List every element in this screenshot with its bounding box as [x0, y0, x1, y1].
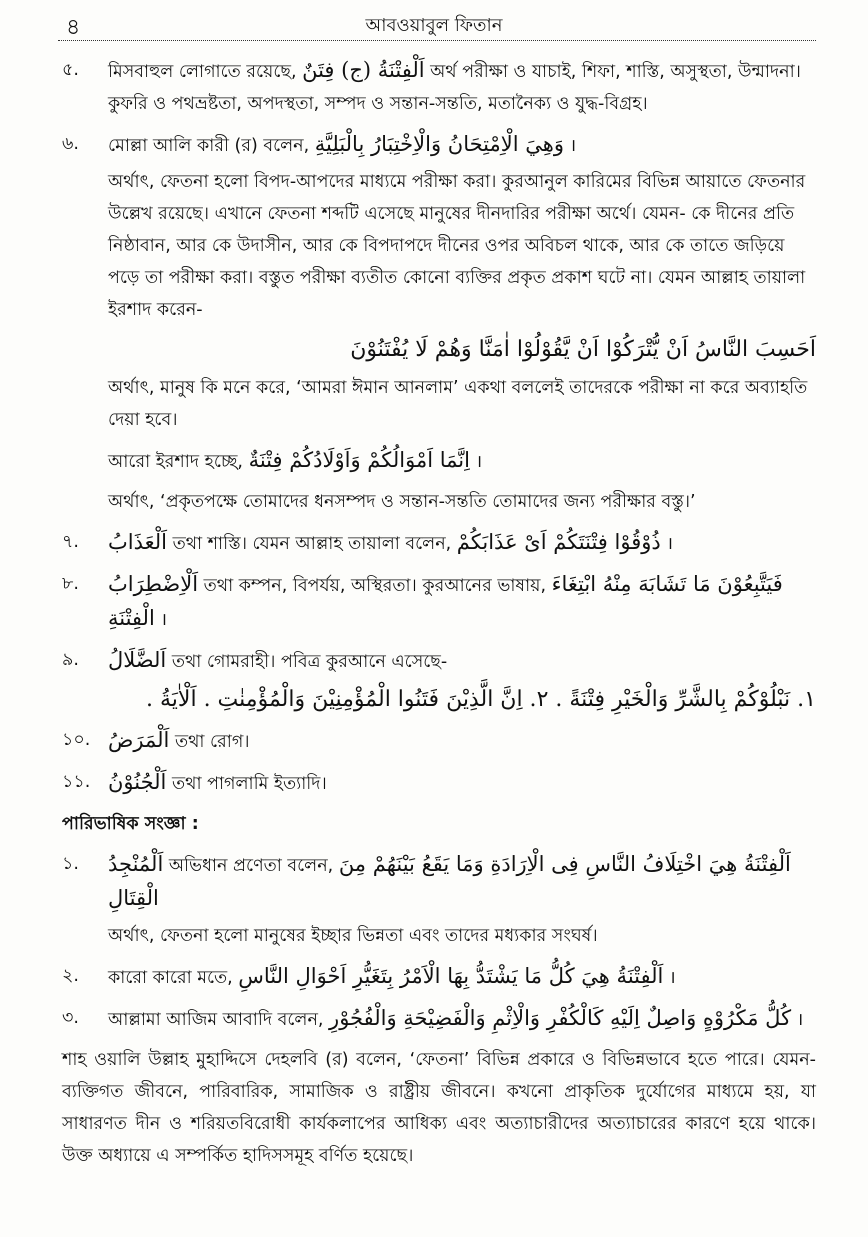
page-header [0, 0, 868, 44]
item-text: মোল্লা আলি কারী (র) বলেন, [108, 136, 310, 156]
definition-1 [62, 848, 816, 952]
item-text: । [668, 968, 676, 988]
item-number: ১০. [62, 730, 91, 750]
item-number: ৭. [62, 532, 79, 552]
item-number: ১. [62, 854, 79, 874]
item-number: ৮. [62, 574, 79, 594]
paragraph-text: আরো ইরশাদ হচ্ছে, [108, 452, 243, 472]
arabic-quote: كُلُّ مَكْرُوْهٍ وَاصِلٌ اِلَيْهِ كَالْكُفْرِ وَالْاِثْمِ وَالْفَضِيْحَةِ وَالْفُجُوْرِ [329, 1006, 792, 1030]
arabic-quote: اَلْفِتْنَةُ هِيَ اخْتِلَافُ النَّاسِ فِى الْاِرَادَةِ وَمَا يَقَعُ بَيْنَهُمْ مِنَ الْقِتَالِ [108, 852, 791, 910]
item-text: মিসবাহুল লোগাতে রয়েছে, [108, 62, 297, 82]
definition-2 [62, 960, 816, 994]
arabic-term: اَلْمُنْجِدُ [108, 852, 164, 876]
arabic-term: اَلْعَذَابُ [108, 530, 167, 554]
quran-verse: ذُوْقُوْا فِتْنَتَكُمْ اَىْ عَذَابَكُمْ [456, 530, 661, 554]
arabic-term: اَلْمَرَضُ [108, 728, 170, 752]
item-text: তথা কম্পন, বিপর্যয়, অস্থিরতা। কুরআনের ভাষায়, [203, 576, 547, 596]
item-5 [62, 54, 816, 120]
item-text: । [569, 136, 577, 156]
quran-verse: اِنَّمَا اَمْوَالُكُمْ وَاَوْلَادُكُمْ فِتْنَةٌ [248, 448, 470, 472]
item-6 [62, 128, 816, 518]
item-text: অর্থ পরীক্ষা ও যাচাই, শিফা, শাস্তি, অসুস্থতা, উন্মাদনা। কুফরি ও পথভ্রষ্টতা, অপদস্থতা, সম্পদ ও সন্তান-সন্ততি, মতানৈক্য ও যুদ্ধ-বিগ্রহ। [108, 62, 801, 114]
arabic-quote: وَهِيَ الْاِمْتِحَانُ وَالْاِخْتِبَارُ بِالْبَلِيَّةِ [314, 132, 564, 156]
item-text: আল্লামা আজিম আবাদি বলেন, [108, 1010, 324, 1030]
arabic-term: اَلْفِتْنَةُ (ج) فِتَنٌ [302, 58, 425, 82]
item-number: ১১. [62, 772, 91, 792]
header-rule [58, 40, 816, 41]
item-number: ৬. [62, 134, 79, 154]
arabic-quote: اَلْفِتْنَةُ هِيَ كُلُّ مَا يَشْتَدُّ بِهَا الْاَمْرُ بِتَغَيُّرِ اَحْوَالِ النَّاسِ [238, 964, 664, 988]
arabic-term: اَلْجُنُوْنُ [108, 770, 167, 794]
item-text: তথা রোগ। [174, 732, 250, 752]
running-title: আবওয়াবুল ফিতান [365, 15, 503, 36]
item-text: তথা শাস্তি। যেমন আল্লাহ তায়ালা বলেন, [172, 534, 452, 554]
item-number: ৫. [62, 60, 79, 80]
paragraph: অর্থাৎ, ফেতনা হলো মানুষের ইচ্ছার ভিন্নতা এবং তাদের মধ্যকার সংঘর্ষ। [108, 926, 598, 946]
arabic-term: اَلضَّلَالُ [108, 648, 167, 672]
paragraph [108, 444, 816, 478]
item-9 [62, 644, 816, 716]
item-10 [62, 724, 816, 758]
paragraph-text: । [475, 452, 483, 472]
item-text: । [160, 610, 168, 630]
item-8 [62, 568, 816, 636]
paragraph: অর্থাৎ, ‘প্রকৃতপক্ষে তোমাদের ধনসম্পদ ও সন্তান-সন্ততি তোমাদের জন্য পরীক্ষার বস্তু।’ [108, 492, 696, 512]
quran-verse: فَيَتَّبِعُوْنَ مَا تَشَابَهَ مِنْهُ ابْتِغَاءَ الْفِتْنَةِ [108, 572, 783, 630]
page-number: ৪ [66, 15, 81, 40]
item-number: ২. [62, 966, 79, 986]
item-text: কারো কারো মতে, [108, 968, 233, 988]
quran-verse: اَحَسِبَ النَّاسُ اَنْ يُّتْرَكُوْا اَنْ يَّقُوْلُوْا اٰمَنَّا وَهُمْ لَا يُفْتَنُوْنَ [350, 337, 816, 362]
item-number: ৯. [62, 650, 79, 670]
item-7 [62, 526, 816, 560]
paragraph: অর্থাৎ, মানুষ কি মনে করে, ‘আমরা ঈমান আনলাম’ একথা বললেই তাদেরকে পরীক্ষা না করে অব্যাহতি দেয়া হবে। [108, 378, 808, 430]
quran-verse: ١. نَبْلُوْكُمْ بِالشَّرِّ وَالْخَيْرِ فِتْنَةً . ٢. اِنَّ الَّذِيْنَ فَتَنُوا الْمُؤْمِنِيْنَ وَالْمُؤْمِنٰتِ . اَلْاٰيَةُ . [146, 687, 816, 712]
page-content [62, 54, 816, 1172]
item-number: ৩. [62, 1008, 79, 1028]
paragraph: অর্থাৎ, ফেতনা হলো বিপদ-আপদের মাধ্যমে পরীক্ষা করা। কুরআনুল কারিমের বিভিন্ন আয়াতে ফেতনার উল্লেখ রয়েছে। এখানে ফেতনা শব্দটি এসেছে মানুষের দীনদারির পরীক্ষা অর্থে। যেমন- কে দীনের প্রতি নিষ্ঠাবান, আর কে উদাসীন, আর কে বিপদাপদে দীনের ওপর অবিচল থাকে, আর কে তাতে জড়িয়ে পড়ে তা পরীক্ষা করা। বস্তুত পরীক্ষা ব্যতীত কোনো ব্যক্তির প্রকৃত প্রকাশ ঘটে না। যেমন আল্লাহ তায়ালা ইরশাদ করেন- [108, 172, 806, 320]
closing-paragraph: শাহ ওয়ালি উল্লাহ মুহাদ্দিসে দেহলবি (র) বলেন, ‘ফেতনা’ বিভিন্ন প্রকারে ও বিভিন্নভাবে হতে পারে। যেমন-ব্যক্তিগত জীবনে, পারিবারিক, সামাজিক ও রাষ্ট্রীয় জীবনে। কখনো প্রাকৃতিক দুর্যোগের মাধ্যমে হয়, যা সাধারণত দীন ও শরিয়তবিরোধী কার্যকলাপের আধিক্য এবং অত্যাচারীদের অত্যাচারের কারণে হয়ে থাকে। উক্ত অধ্যায়ে এ সম্পর্কিত হাদিসসমূহ বর্ণিত হয়েছে। [62, 1050, 816, 1166]
definition-3 [62, 1002, 816, 1036]
item-text: তথা পাগলামি ইত্যাদি। [171, 774, 327, 794]
arabic-term: اَلْاِضْطِرَابُ [108, 572, 199, 596]
section-heading: পারিভাষিক সংজ্ঞা : [62, 814, 199, 834]
item-text: তথা গোমরাহী। পবিত্র কুরআনে এসেছে- [171, 652, 448, 672]
item-11 [62, 766, 816, 800]
item-text: । [666, 534, 673, 554]
item-text: অভিধান প্রণেতা বলেন, [168, 856, 334, 876]
item-text: । [796, 1010, 804, 1030]
